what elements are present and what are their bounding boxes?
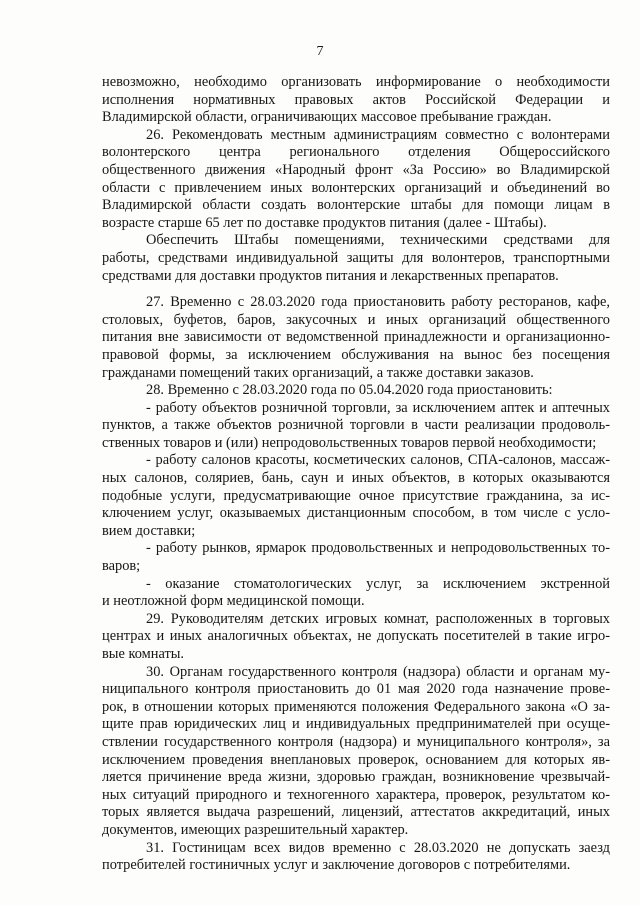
text-line: ключением услуг, оказываемых дистанционным способом, в том числе с усло- [102, 505, 610, 522]
text-line: области с привлечением иных волонтерских организаций и объединений во [102, 179, 610, 196]
text-line: ляется причинение вреда жизни, здоровью граждан, возникновение чрезвычай- [102, 769, 610, 786]
text-line: - работу салонов красоты, косметических салонов, СПА-салонов, массаж- [146, 452, 610, 469]
text-line: волонтерского центра регионального отделения Общероссийского [102, 144, 610, 161]
text-line: - работу рынков, ярмарок продовольственных и непродовольственных то- [146, 540, 610, 557]
text-line: 29. Руководителям детских игровых комнат, расположенных в торговых [146, 610, 610, 627]
text-line: общественного движения «Народный фронт «За Россию» во Владимирской [102, 161, 610, 178]
text-line: 27. Временно с 28.03.2020 года приостановить работу ресторанов, кафе, [146, 294, 610, 311]
paragraph-p-26 [102, 127, 610, 233]
text-line: Владимирской области, ограничивающих массовое пребывание граждан. [102, 109, 552, 126]
text-line: щите прав юридических лиц и индивидуальных предпринимателей при осуще- [102, 716, 610, 733]
text-line: - оказание стоматологических услуг, за исключением экстренной [146, 575, 610, 592]
text-line: работы, средствами индивидуальной защиты для волонтеров, транспортными [102, 249, 610, 266]
document-body [102, 74, 610, 875]
text-line: документов, имеющих разрешительный характер. [102, 821, 409, 838]
paragraph-gap [102, 285, 610, 294]
text-line: ственных товаров и (или) непродовольственных товаров первой необходимости; [102, 434, 597, 451]
text-line: ствлении государственного контроля (надзора) и муниципального контроля», за [102, 733, 610, 750]
page-number: 7 [316, 44, 324, 59]
text-line: исключением проведения внеплановых проверок, основанием для которых яв- [102, 751, 610, 768]
text-line: 31. Гостиницам всех видов временно с 28.03.2020 не допускать заезд [146, 839, 610, 856]
text-line: 30. Органам государственного контроля (надзора) области и органам му- [146, 663, 610, 680]
text-line: Обеспечить Штабы помещениями, техническими средствами для [146, 232, 610, 249]
paragraph-p-28 [102, 382, 610, 611]
text-line: потребителей гостиничных услуг и заключение договоров с потребителями. [102, 857, 571, 874]
text-line: Владимирской области создать волонтерские штабы для помощи лицам в [102, 197, 610, 214]
text-line: вые комнаты. [102, 646, 185, 662]
text-line: 28. Временно с 28.03.2020 года по 05.04.2020 года приостановить: [146, 382, 553, 399]
text-line: 26. Рекомендовать местным администрациям совместно с волонтерами [146, 126, 610, 143]
paragraph-p-30 [102, 664, 610, 840]
text-line: ных ситуаций природного и техногенного характера, проверок, результатом ко- [102, 786, 610, 803]
text-line: и неотложной форм медицинской помощи. [102, 593, 365, 610]
text-line: подобные услуги, предусматривающие очное присутствие гражданина, за ис- [102, 487, 610, 504]
text-line: ных салонов, соляриев, бань, саун и иных объектов, в которых оказываются [102, 470, 610, 487]
text-line: исполнения нормативных правовых актов Российской Федерации и [102, 91, 610, 108]
text-line: - работу объектов розничной торговли, за исключением аптек и аптечных [146, 399, 610, 416]
text-line: вием доставки; [102, 522, 196, 539]
text-line: гражданами помещений таких организаций, а также доставки заказов. [102, 364, 534, 381]
text-line: пунктов, а также объектов розничной торговли в части реализации продоволь- [102, 417, 610, 434]
paragraph-p-continuation [102, 74, 610, 127]
text-line: средствами для доставки продуктов питания и лекарственных препаратов. [102, 267, 559, 284]
paragraph-p-27 [102, 294, 610, 382]
paragraph-p-29 [102, 611, 610, 664]
text-line: возрасте старше 65 лет по доставке продуктов питания (далее - Штабы). [102, 214, 547, 231]
text-line: столовых, буфетов, баров, закусочных и иных организаций общественного [102, 311, 610, 328]
text-line: центрах и иных аналогичных объектах, не допускать посетителей в такие игро- [102, 628, 610, 645]
paragraph-p-26-provide [102, 232, 610, 285]
text-line: питания вне зависимости от ведомственной принадлежности и организационно- [102, 329, 610, 346]
text-line: правовой формы, за исключением обслуживания на вынос без посещения [102, 346, 610, 363]
paragraph-p-31 [102, 840, 610, 875]
text-line: невозможно, необходимо организовать информирование о необходимости [102, 74, 610, 90]
text-line: рок, в отношении которых применяются положения Федерального закона «О за- [102, 698, 610, 715]
text-line: ниципального контроля приостановить до 01 мая 2020 года назначение прове- [102, 681, 610, 698]
text-line: варов; [102, 558, 141, 575]
text-line: торых является выдача разрешений, лицензий, аттестатов аккредитаций, иных [102, 804, 610, 821]
